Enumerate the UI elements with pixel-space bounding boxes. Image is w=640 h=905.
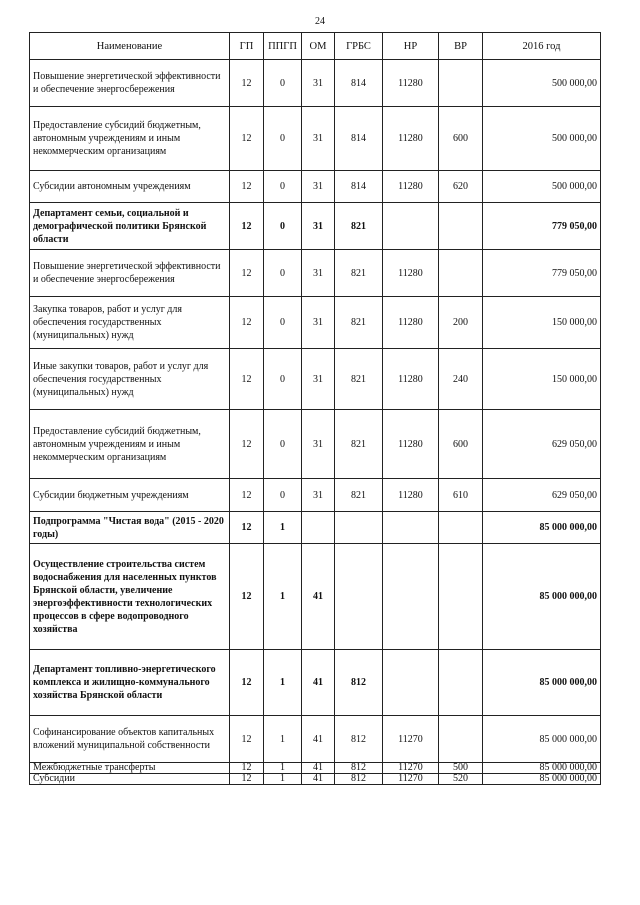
cell-om: 41: [302, 763, 335, 774]
cell-gp: 12: [230, 716, 264, 763]
cell-gp: 12: [230, 479, 264, 512]
table-row: [30, 60, 601, 107]
cell-vr: [439, 203, 483, 250]
header-ppgp: ППГП: [264, 33, 302, 60]
cell-om: 31: [302, 297, 335, 349]
cell-amount: 85 000 000,00: [483, 763, 601, 774]
cell-gp: 12: [230, 774, 264, 785]
cell-vr: 240: [439, 349, 483, 410]
cell-om: 31: [302, 250, 335, 297]
cell-nr: 11280: [383, 349, 439, 410]
cell-om: 41: [302, 544, 335, 650]
cell-om: 41: [302, 774, 335, 785]
cell-amount: 85 000 000,00: [483, 774, 601, 785]
cell-name: Подпрограмма "Чистая вода" (2015 - 2020 годы): [30, 512, 230, 544]
cell-ppgp: 0: [264, 410, 302, 479]
cell-vr: 200: [439, 297, 483, 349]
cell-vr: 600: [439, 410, 483, 479]
table-row: [30, 250, 601, 297]
cell-grbs: [335, 512, 383, 544]
cell-om: 31: [302, 107, 335, 171]
table-row: [30, 716, 601, 763]
cell-om: 31: [302, 349, 335, 410]
cell-grbs: 812: [335, 763, 383, 774]
cell-ppgp: 1: [264, 716, 302, 763]
cell-vr: 620: [439, 171, 483, 203]
cell-name: Субсидии автономным учреждениям: [30, 171, 230, 203]
cell-amount: 85 000 000,00: [483, 544, 601, 650]
cell-ppgp: 1: [264, 774, 302, 785]
cell-vr: 500: [439, 763, 483, 774]
cell-grbs: 814: [335, 60, 383, 107]
cell-gp: 12: [230, 650, 264, 716]
table-row: [30, 171, 601, 203]
cell-amount: 500 000,00: [483, 60, 601, 107]
cell-gp: 12: [230, 410, 264, 479]
budget-table: [29, 32, 601, 785]
cell-vr: 520: [439, 774, 483, 785]
cell-nr: [383, 650, 439, 716]
cell-name: Субсидии бюджетным учреждениям: [30, 479, 230, 512]
table-row: [30, 203, 601, 250]
cell-gp: 12: [230, 171, 264, 203]
cell-amount: 500 000,00: [483, 107, 601, 171]
cell-nr: 11280: [383, 250, 439, 297]
cell-vr: [439, 60, 483, 107]
table-row: [30, 512, 601, 544]
table-header-row: [30, 33, 601, 60]
cell-nr: 11270: [383, 716, 439, 763]
cell-amount: 500 000,00: [483, 171, 601, 203]
cell-gp: 12: [230, 349, 264, 410]
header-grbs: ГРБС: [335, 33, 383, 60]
cell-ppgp: 0: [264, 349, 302, 410]
table-row: [30, 297, 601, 349]
cell-om: 31: [302, 203, 335, 250]
table-row: [30, 763, 601, 774]
cell-amount: 150 000,00: [483, 297, 601, 349]
cell-grbs: 812: [335, 650, 383, 716]
table-row: [30, 410, 601, 479]
cell-ppgp: 1: [264, 650, 302, 716]
cell-nr: 11280: [383, 410, 439, 479]
cell-vr: [439, 512, 483, 544]
header-om: ОМ: [302, 33, 335, 60]
table-row: [30, 544, 601, 650]
cell-gp: 12: [230, 544, 264, 650]
cell-name: Осуществление строительства систем водоснабжения для населенных пунктов Брянской области, увеличение энергоэффективности технологических процессов в сфере водопроводного хозяйства: [30, 544, 230, 650]
cell-grbs: 821: [335, 297, 383, 349]
cell-nr: 11270: [383, 774, 439, 785]
cell-grbs: 814: [335, 171, 383, 203]
cell-nr: [383, 203, 439, 250]
cell-name: Предоставление субсидий бюджетным, автономным учреждениям и иным некоммерческим организациям: [30, 107, 230, 171]
cell-grbs: 812: [335, 716, 383, 763]
cell-ppgp: 0: [264, 171, 302, 203]
cell-amount: 629 050,00: [483, 410, 601, 479]
cell-amount: 85 000 000,00: [483, 512, 601, 544]
cell-om: 31: [302, 60, 335, 107]
cell-nr: 11280: [383, 107, 439, 171]
header-name: Наименование: [30, 33, 230, 60]
cell-vr: [439, 544, 483, 650]
cell-vr: 600: [439, 107, 483, 171]
cell-grbs: 821: [335, 410, 383, 479]
table-row: [30, 479, 601, 512]
cell-vr: [439, 250, 483, 297]
cell-ppgp: 0: [264, 107, 302, 171]
cell-ppgp: 1: [264, 512, 302, 544]
cell-vr: [439, 650, 483, 716]
cell-nr: 11270: [383, 763, 439, 774]
cell-gp: 12: [230, 60, 264, 107]
cell-amount: 779 050,00: [483, 250, 601, 297]
cell-name: Софинансирование объектов капитальных вложений муниципальной собственности: [30, 716, 230, 763]
cell-grbs: [335, 544, 383, 650]
cell-grbs: 821: [335, 349, 383, 410]
header-year: 2016 год: [483, 33, 601, 60]
cell-ppgp: 0: [264, 203, 302, 250]
cell-amount: 85 000 000,00: [483, 716, 601, 763]
cell-ppgp: 0: [264, 297, 302, 349]
cell-amount: 779 050,00: [483, 203, 601, 250]
header-nr: НР: [383, 33, 439, 60]
cell-nr: 11280: [383, 479, 439, 512]
cell-gp: 12: [230, 203, 264, 250]
table-row: [30, 349, 601, 410]
cell-nr: 11280: [383, 60, 439, 107]
cell-om: 31: [302, 410, 335, 479]
cell-nr: [383, 544, 439, 650]
cell-vr: 610: [439, 479, 483, 512]
cell-amount: 150 000,00: [483, 349, 601, 410]
cell-ppgp: 0: [264, 479, 302, 512]
cell-name: Департамент топливно-энергетического комплекса и жилищно-коммунального хозяйства Брянской области: [30, 650, 230, 716]
cell-name: Повышение энергетической эффективности и обеспечение энергосбережения: [30, 250, 230, 297]
cell-grbs: 812: [335, 774, 383, 785]
cell-gp: 12: [230, 763, 264, 774]
cell-om: [302, 512, 335, 544]
header-vr: ВР: [439, 33, 483, 60]
cell-gp: 12: [230, 297, 264, 349]
cell-grbs: 814: [335, 107, 383, 171]
cell-nr: [383, 512, 439, 544]
cell-ppgp: 0: [264, 60, 302, 107]
table-row: [30, 107, 601, 171]
cell-ppgp: 1: [264, 763, 302, 774]
cell-name: Субсидии: [30, 774, 230, 785]
cell-grbs: 821: [335, 250, 383, 297]
cell-ppgp: 1: [264, 544, 302, 650]
cell-grbs: 821: [335, 479, 383, 512]
table-row: [30, 650, 601, 716]
cell-gp: 12: [230, 512, 264, 544]
page-number: 24: [315, 16, 325, 27]
cell-name: Департамент семьи, социальной и демографической политики Брянской области: [30, 203, 230, 250]
header-gp: ГП: [230, 33, 264, 60]
cell-grbs: 821: [335, 203, 383, 250]
cell-nr: 11280: [383, 171, 439, 203]
cell-gp: 12: [230, 250, 264, 297]
cell-nr: 11280: [383, 297, 439, 349]
cell-om: 31: [302, 171, 335, 203]
cell-gp: 12: [230, 107, 264, 171]
cell-om: 31: [302, 479, 335, 512]
table-row: [30, 774, 601, 785]
cell-name: Иные закупки товаров, работ и услуг для обеспечения государственных (муниципальных) нужд: [30, 349, 230, 410]
cell-ppgp: 0: [264, 250, 302, 297]
cell-om: 41: [302, 716, 335, 763]
cell-om: 41: [302, 650, 335, 716]
cell-amount: 85 000 000,00: [483, 650, 601, 716]
cell-name: Повышение энергетической эффективности и обеспечение энергосбережения: [30, 60, 230, 107]
cell-name: Закупка товаров, работ и услуг для обеспечения государственных (муниципальных) нужд: [30, 297, 230, 349]
cell-vr: [439, 716, 483, 763]
table-body: [30, 60, 601, 785]
cell-name: Межбюджетные трансферты: [30, 763, 230, 774]
cell-amount: 629 050,00: [483, 479, 601, 512]
cell-name: Предоставление субсидий бюджетным, автономным учреждениям и иным некоммерческим организациям: [30, 410, 230, 479]
